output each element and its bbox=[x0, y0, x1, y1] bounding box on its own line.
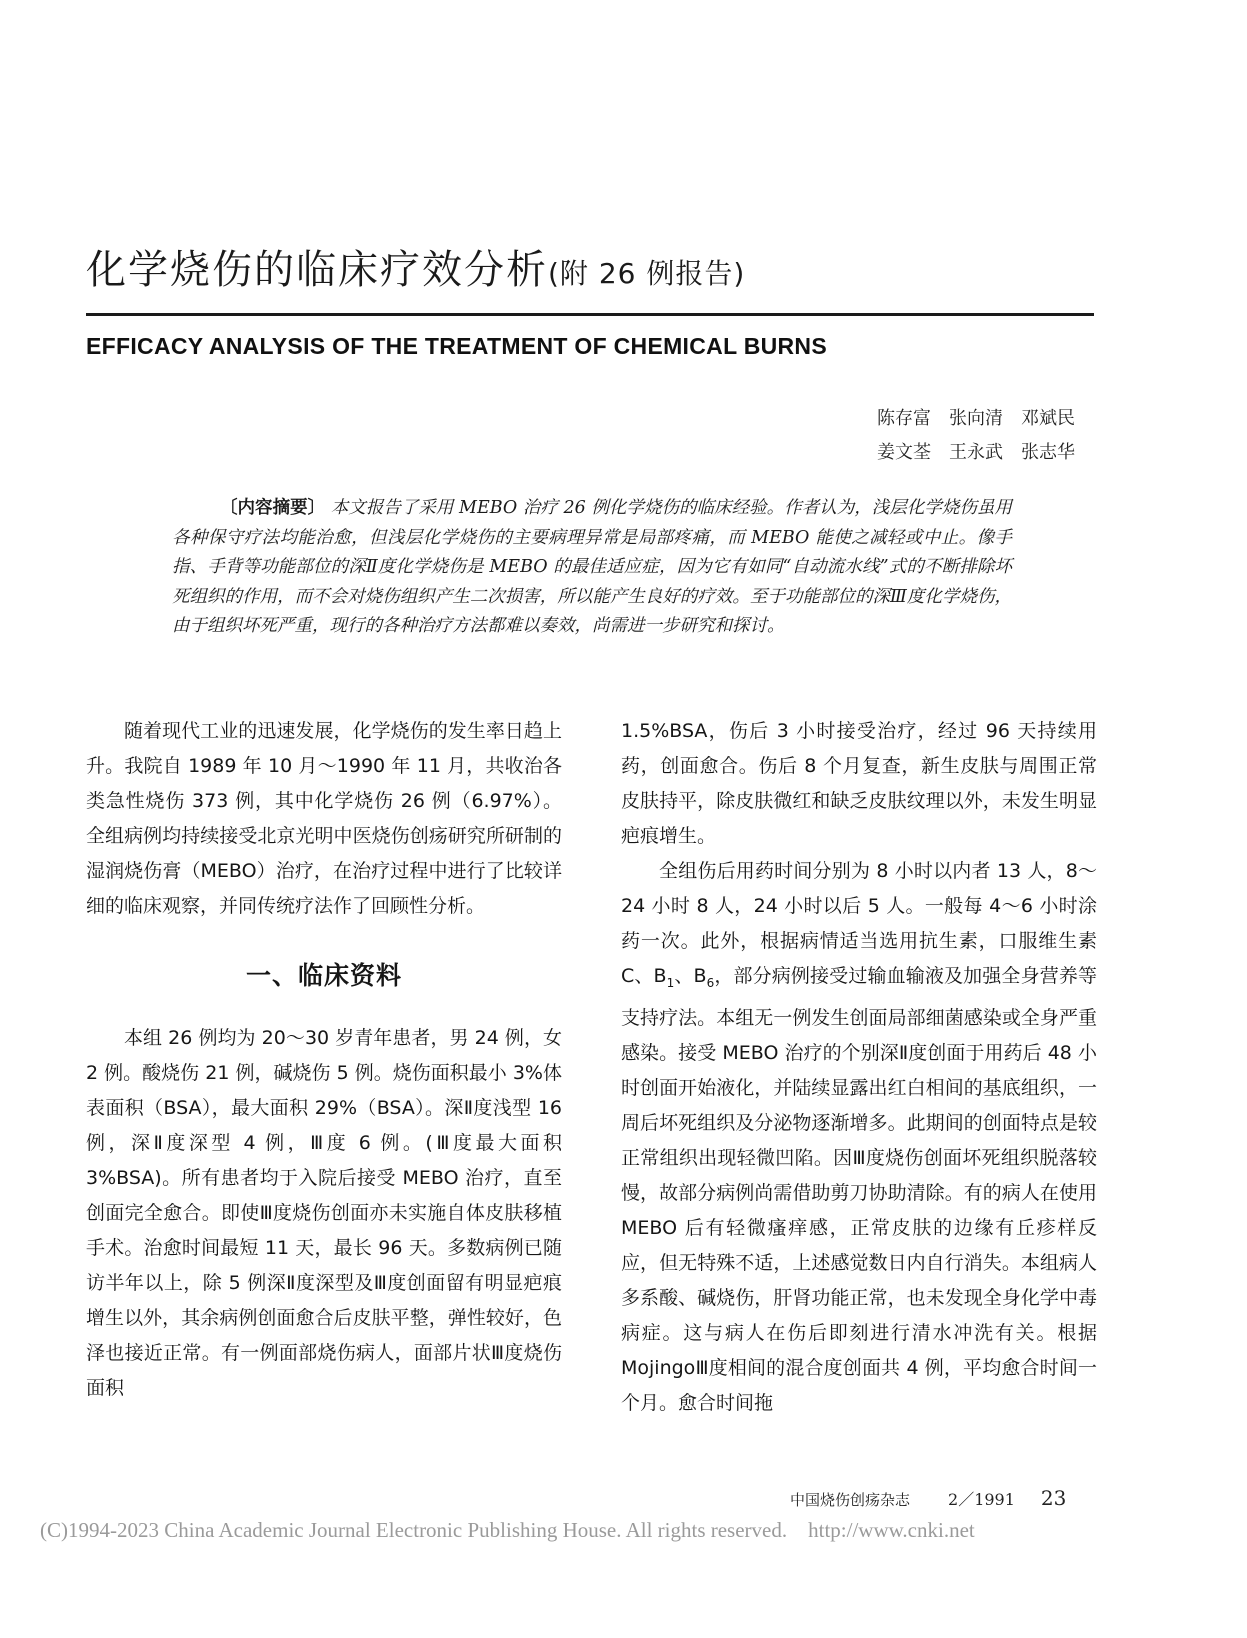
subscript-6: 6 bbox=[706, 975, 715, 990]
issue-number: 2／1991 bbox=[948, 1490, 1015, 1509]
title-main: 化学烧伤的临床疗效分析 bbox=[86, 247, 548, 293]
page-footer bbox=[790, 1486, 1066, 1510]
title-rule bbox=[86, 313, 1094, 316]
page-number: 23 bbox=[1040, 1486, 1067, 1510]
treatment-paragraph bbox=[621, 854, 1097, 1421]
treatment-text-a: 全组伤后用药时间分别为 8 小时以内者 13 人，8～24 小时 8 人，24 小时以后 5 人。一般每 4～6 小时涂药一次。此外，根据病情适当选用抗生素，口服维生素 C、B bbox=[621, 860, 1097, 987]
journal-name: 中国烧伤创疡杂志 bbox=[790, 1491, 911, 1509]
abstract-text: 本文报告了采用 MEBO 治疗 26 例化学烧伤的临床经验。作者认为，浅层化学烧伤虽用各种保守疗法均能治愈，但浅层化学烧伤的主要病理异常是局部疼痛，而 MEBO 能使之减轻或中止。像手指、手背等功能部位的深Ⅱ度化学烧伤是 MEBO 的最佳适应症，因为它有如同“自动流水线”式的不断排除坏死组织的作用，而不会对烧伤组织产生二次损害，所以能产生良好的疗效。至于功能部位的深Ⅲ度化学烧伤，由于组织坏死严重，现行的各种治疗方法都难以奏效，尚需进一步研究和探讨。 bbox=[172, 498, 1012, 636]
section-heading: 一、临床资料 bbox=[245, 961, 402, 990]
authors-line-2: 姜文荃 王永武 张志华 bbox=[877, 442, 1075, 463]
abstract-label: 〔内容摘要〕 bbox=[220, 498, 326, 518]
article-title bbox=[86, 238, 745, 295]
treatment-text-b: 、B bbox=[674, 965, 707, 987]
subscript-1: 1 bbox=[666, 975, 675, 990]
treatment-text-c: ，部分病例接受过输血输液及加强全身营养等支持疗法。本组无一例发生创面局部细菌感染或全身严重感染。接受 MEBO 治疗的个别深Ⅱ度创面于用药后 48 小时创面开始液化，并陆续显露出红白相间的基底组织，一周后坏死组织及分泌物逐渐增多。此期间的创面特点是较正常组织出现轻微凹陷。因Ⅲ度烧伤创面坏死组织脱落较慢，故部分病例尚需借助剪刀协助清除。有的病人在使用 MEBO 后有轻微瘙痒感，正常皮肤的边缘有丘疹样反应，但无特殊不适，上述感觉数日内自行消失。本组病人多系酸、碱烧伤，肝肾功能正常，也未发现全身化学中毒病症。这与病人在伤后即刻进行清水冲洗有关。根据 MojingoⅢ度相间的混合度创面共 4 例，平均愈合时间一个月。愈合时间拖 bbox=[621, 965, 1097, 1414]
authors-line-1: 陈存富 张向清 邓斌民 bbox=[877, 408, 1075, 429]
abstract bbox=[172, 494, 1012, 642]
intro-paragraph: 随着现代工业的迅速发展，化学烧伤的发生率日趋上升。我院自 1989 年 10 月～1990 年 11 月，共收治各类急性烧伤 373 例，其中化学烧伤 26 例（6.97%）。全组病例均持续接受北京光明中医烧伤创疡研究所研制的湿润烧伤膏（MEBO）治疗，在治疗过程中进行了比较详细的临床观察，并同传统疗法作了回顾性分析。 bbox=[86, 720, 562, 917]
left-column bbox=[86, 714, 562, 1406]
continued-paragraph: 1.5%BSA，伤后 3 小时接受治疗，经过 96 天持续用药，创面愈合。伤后 8 个月复查，新生皮肤与周围正常皮肤持平，除皮肤微红和缺乏皮肤纹理以外，未发生明显疤痕增生。 bbox=[621, 720, 1097, 847]
right-column bbox=[621, 714, 1097, 1421]
title-suffix: (附 26 例报告) bbox=[548, 257, 746, 290]
author-list bbox=[877, 402, 1075, 470]
clinical-data-paragraph: 本组 26 例均为 20～30 岁青年患者，男 24 例，女 2 例。酸烧伤 21 例，碱烧伤 5 例。烧伤面积最小 3%体表面积（BSA），最大面积 29%（BSA）。深Ⅱ度浅型 16 例，深Ⅱ度深型 4 例，Ⅲ度 6 例。(Ⅲ度最大面积 3%BSA)。所有患者均于入院后接受 MEBO 治疗，直至创面完全愈合。即使Ⅲ度烧伤创面亦未实施自体皮肤移植手术。治愈时间最短 11 天，最长 96 天。多数病例已随访半年以上，除 5 例深Ⅱ度深型及Ⅲ度创面留有明显疤痕增生以外，其余病例创面愈合后皮肤平整，弹性较好，色泽也接近正常。有一例面部烧伤病人，面部片状Ⅲ度烧伤面积 bbox=[86, 1027, 562, 1399]
copyright-watermark: (C)1994-2023 China Academic Journal Electronic Publishing House. All rights reserved. http://www.cnki.net bbox=[40, 1518, 975, 1542]
english-title: EFFICACY ANALYSIS OF THE TREATMENT OF CHEMICAL BURNS bbox=[86, 333, 827, 359]
